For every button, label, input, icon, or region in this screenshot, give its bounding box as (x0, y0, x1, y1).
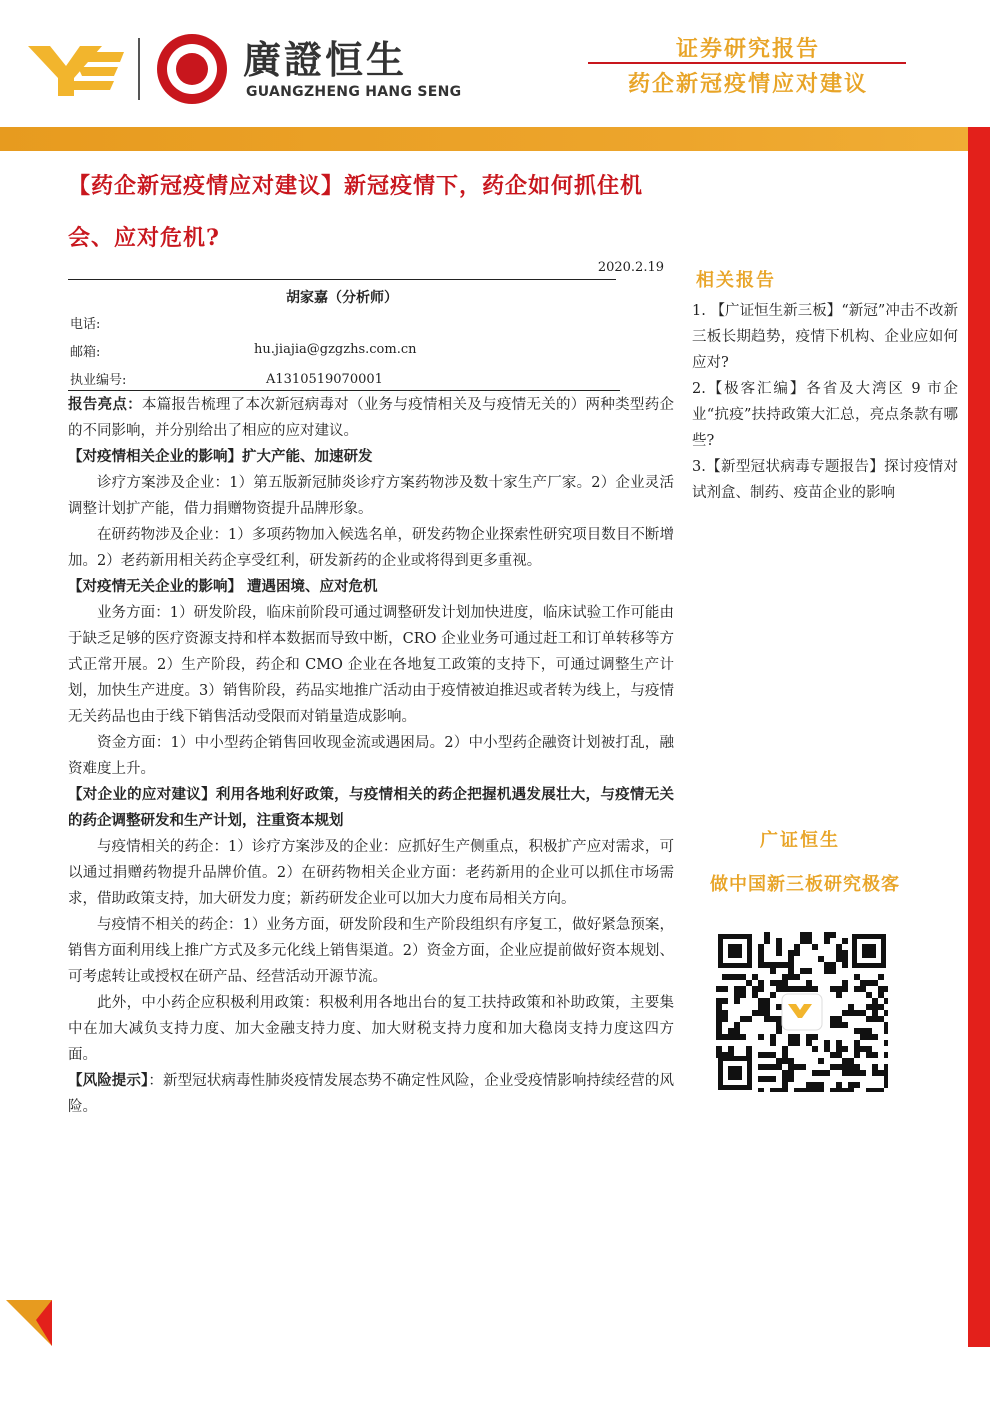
brand-name-en: GUANGZHENG HANG SENG (246, 84, 462, 100)
report-body (68, 392, 674, 1120)
paragraph-7: 此外，中小药企应积极利用政策：积极利用各地出台的复工扶持政策和补助政策，主要集中在加大减负支持力度、加大金融支持力度、加大财税支持力度和加大稳岗支持力度这四方面。 (68, 995, 674, 1063)
section-heading-2: 【对疫情无关企业的影响】 遭遇困境、应对危机 (68, 578, 378, 595)
license-value: A1310519070001 (266, 372, 383, 387)
email-label: 邮箱: (70, 345, 101, 360)
summary-paragraph (68, 392, 674, 444)
paragraph-6: 与疫情不相关的药企：1）业务方面，研发阶段和生产阶段组织有序复工，做好紧急预案，销售方面利用线上推广方式及多元化线上销售渠道。2）资金方面，企业应提前做好资本规划、可考虑转让或授权在研产品、经营活动开源节流。 (68, 917, 674, 985)
corner-triangle-icon (6, 1300, 52, 1346)
license-label: 执业编号: (70, 373, 127, 388)
risk-label: 【风险提示】 (68, 1072, 149, 1089)
company-logo-icon (28, 40, 124, 96)
summary-text: 本篇报告梳理了本次新冠病毒对（业务与疫情相关及与疫情无关的）两种类型药企的不同影响，并分别给出了相应的应对建议。 (68, 397, 674, 439)
related-report-item[interactable]: 2.【极客汇编】各省及大湾区 9 市企业“抗疫”扶持政策大汇总，亮点条款有哪些? (692, 381, 958, 449)
report-category: 证券研究报告 (675, 36, 820, 62)
title-rule (68, 279, 616, 280)
risk-text: ：新型冠状病毒性肺炎疫情发展态势不确定性风险，企业受疫情影响持续经营的风险。 (68, 1073, 674, 1115)
related-reports-list (692, 298, 958, 506)
summary-label: 报告亮点： (68, 396, 142, 413)
paragraph-5: 与疫情相关的药企：1）诊疗方案涉及的企业：应抓好生产侧重点，积极扩产应对需求，可以通过捐赠药物提升品牌价值。2）在研药物相关企业方面：老药新用的企业可以抓住市场需求，借助政策支持，加大研发力度；新药研发企业可以加大力度布局相关方向。 (68, 839, 674, 907)
paragraph-3: 业务方面：1）研发阶段，临床前阶段可通过调整研发计划加快进度，临床试验工作可能由于缺乏足够的医疗资源支持和样本数据而导致中断，CRO 企业业务可通过赶工和订单转移等方式正常开展。2）生产阶段，药企和 CMO 企业在各地复工政策的支持下，可通过调整生产计划，加快生产进度。3）销售阶段，药品实地推广活动由于疫情被迫推迟或者转为线上，与疫情无关药品也由于线下销售活动受限而对销量造成影响。 (68, 605, 674, 725)
section-heading-3: 【对企业的应对建议】利用各地利好政策，与疫情相关的药企把握机遇发展壮大，与疫情无关的药企调整研发和生产计划，注重资本规划 (68, 786, 674, 829)
qr-code-icon[interactable] (716, 932, 888, 1092)
related-report-item[interactable]: 3.【新型冠状病毒专题报告】探讨疫情对试剂盒、制药、疫苗企业的影响 (692, 459, 958, 501)
related-reports-title: 相关报告 (696, 270, 776, 291)
meta-rule (68, 390, 620, 391)
right-side-bar (968, 127, 990, 1347)
author-name: 胡家嘉（分析师） (286, 290, 398, 306)
related-report-item[interactable]: 1. 【广证恒生新三板】“新冠”冲击不改新三板长期趋势，疫情下机构、企业应如何应对? (692, 303, 958, 371)
paragraph-1: 诊疗方案涉及企业：1）第五版新冠肺炎诊疗方案药物涉及数十家生产厂家。2）企业灵活调整计划扩产能，借力捐赠物资提升品牌形象。 (68, 475, 674, 517)
seal-logo-icon (157, 34, 227, 104)
header-band (0, 127, 970, 151)
report-date: 2020.2.19 (597, 260, 664, 275)
promo-slogan: 做中国新三板研究极客 (710, 874, 900, 895)
document-title: 【药企新冠疫情应对建议】新冠疫情下，药企如何抓住机会、应对危机? (68, 173, 644, 251)
logo-separator (138, 38, 140, 100)
email-value[interactable]: hu.jiajia@gzgzhs.com.cn (254, 342, 417, 357)
risk-paragraph (68, 1068, 674, 1120)
section-heading-1: 【对疫情相关企业的影响】扩大产能、加速研发 (68, 448, 373, 465)
paragraph-2: 在研药物涉及企业：1）多项药物加入候选名单，研发药物企业探索性研究项目数目不断增加。2）老药新用相关药企享受红利，研发新药的企业或将得到更多重视。 (68, 527, 674, 569)
paragraph-4: 资金方面：1）中小型药企销售回收现金流或遇困局。2）中小型药企融资计划被打乱，融资难度上升。 (68, 735, 674, 777)
brand-name-cn: 廣證恒生 (243, 38, 408, 82)
report-series: 药企新冠疫情应对建议 (627, 71, 868, 97)
header-divider (588, 62, 906, 64)
promo-brand: 广证恒生 (760, 830, 840, 851)
phone-label: 电话: (70, 317, 101, 332)
